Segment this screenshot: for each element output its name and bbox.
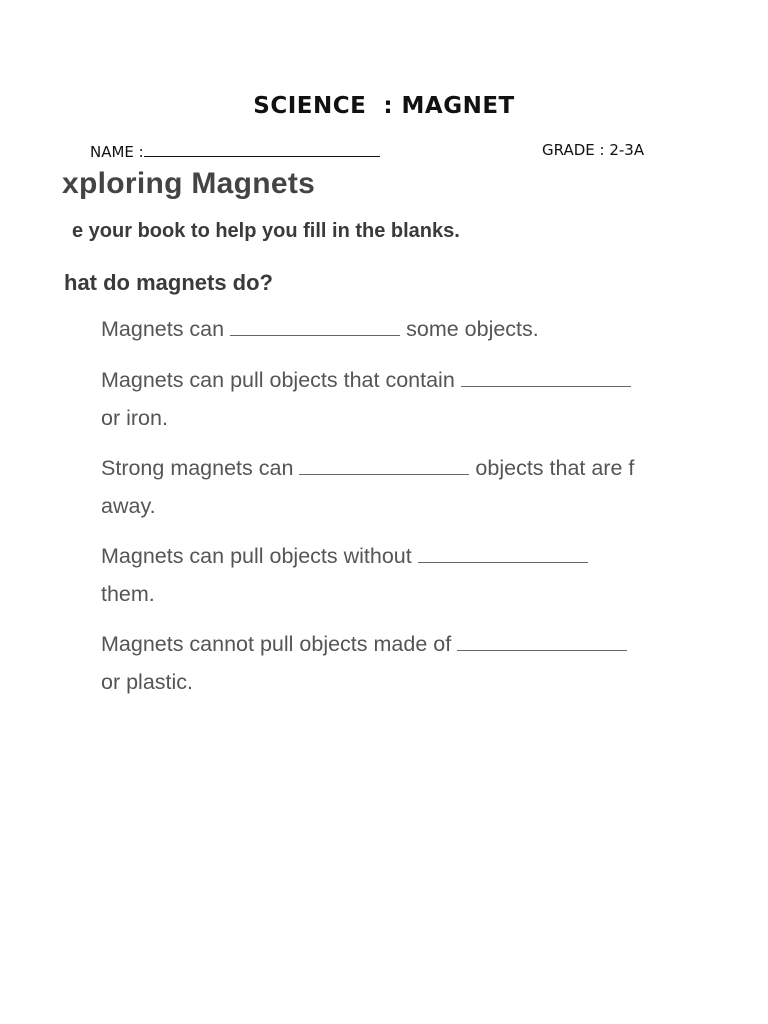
item-continuation: them. [101, 582, 155, 606]
name-field [90, 141, 380, 161]
answer-blank[interactable] [299, 456, 469, 475]
answer-blank[interactable] [457, 632, 627, 651]
item-text: Magnets can [101, 317, 225, 341]
item-text: Magnets can pull objects that contain [101, 368, 455, 392]
worksheet-heading: xploring Magnets [62, 167, 316, 200]
worksheet-question: hat do magnets do? [64, 270, 273, 295]
item-text: Magnets can pull objects without [101, 544, 412, 568]
page-title: SCIENCE : MAGNET [253, 93, 515, 119]
worksheet-image [62, 165, 682, 694]
item-text: objects that are f [475, 456, 635, 480]
fill-in-item [101, 537, 588, 613]
name-label: NAME : [90, 143, 144, 161]
fill-in-item [101, 449, 634, 525]
grade-label: GRADE : 2-3A [542, 141, 645, 159]
item-text: some objects. [406, 317, 539, 341]
item-continuation: or plastic. [101, 670, 194, 694]
item-continuation: away. [101, 494, 156, 518]
answer-blank[interactable] [461, 368, 631, 387]
item-text: Magnets cannot pull objects made of [101, 632, 452, 656]
answer-blank[interactable] [418, 544, 588, 563]
item-continuation: or iron. [101, 406, 168, 430]
name-blank-line[interactable] [144, 141, 380, 157]
fill-in-item [101, 625, 627, 701]
worksheet-instruction: e your book to help you fill in the blanks. [72, 220, 460, 242]
fill-in-item [101, 361, 631, 437]
item-text: Strong magnets can [101, 456, 294, 480]
answer-blank[interactable] [230, 317, 400, 336]
fill-in-item [101, 310, 539, 348]
